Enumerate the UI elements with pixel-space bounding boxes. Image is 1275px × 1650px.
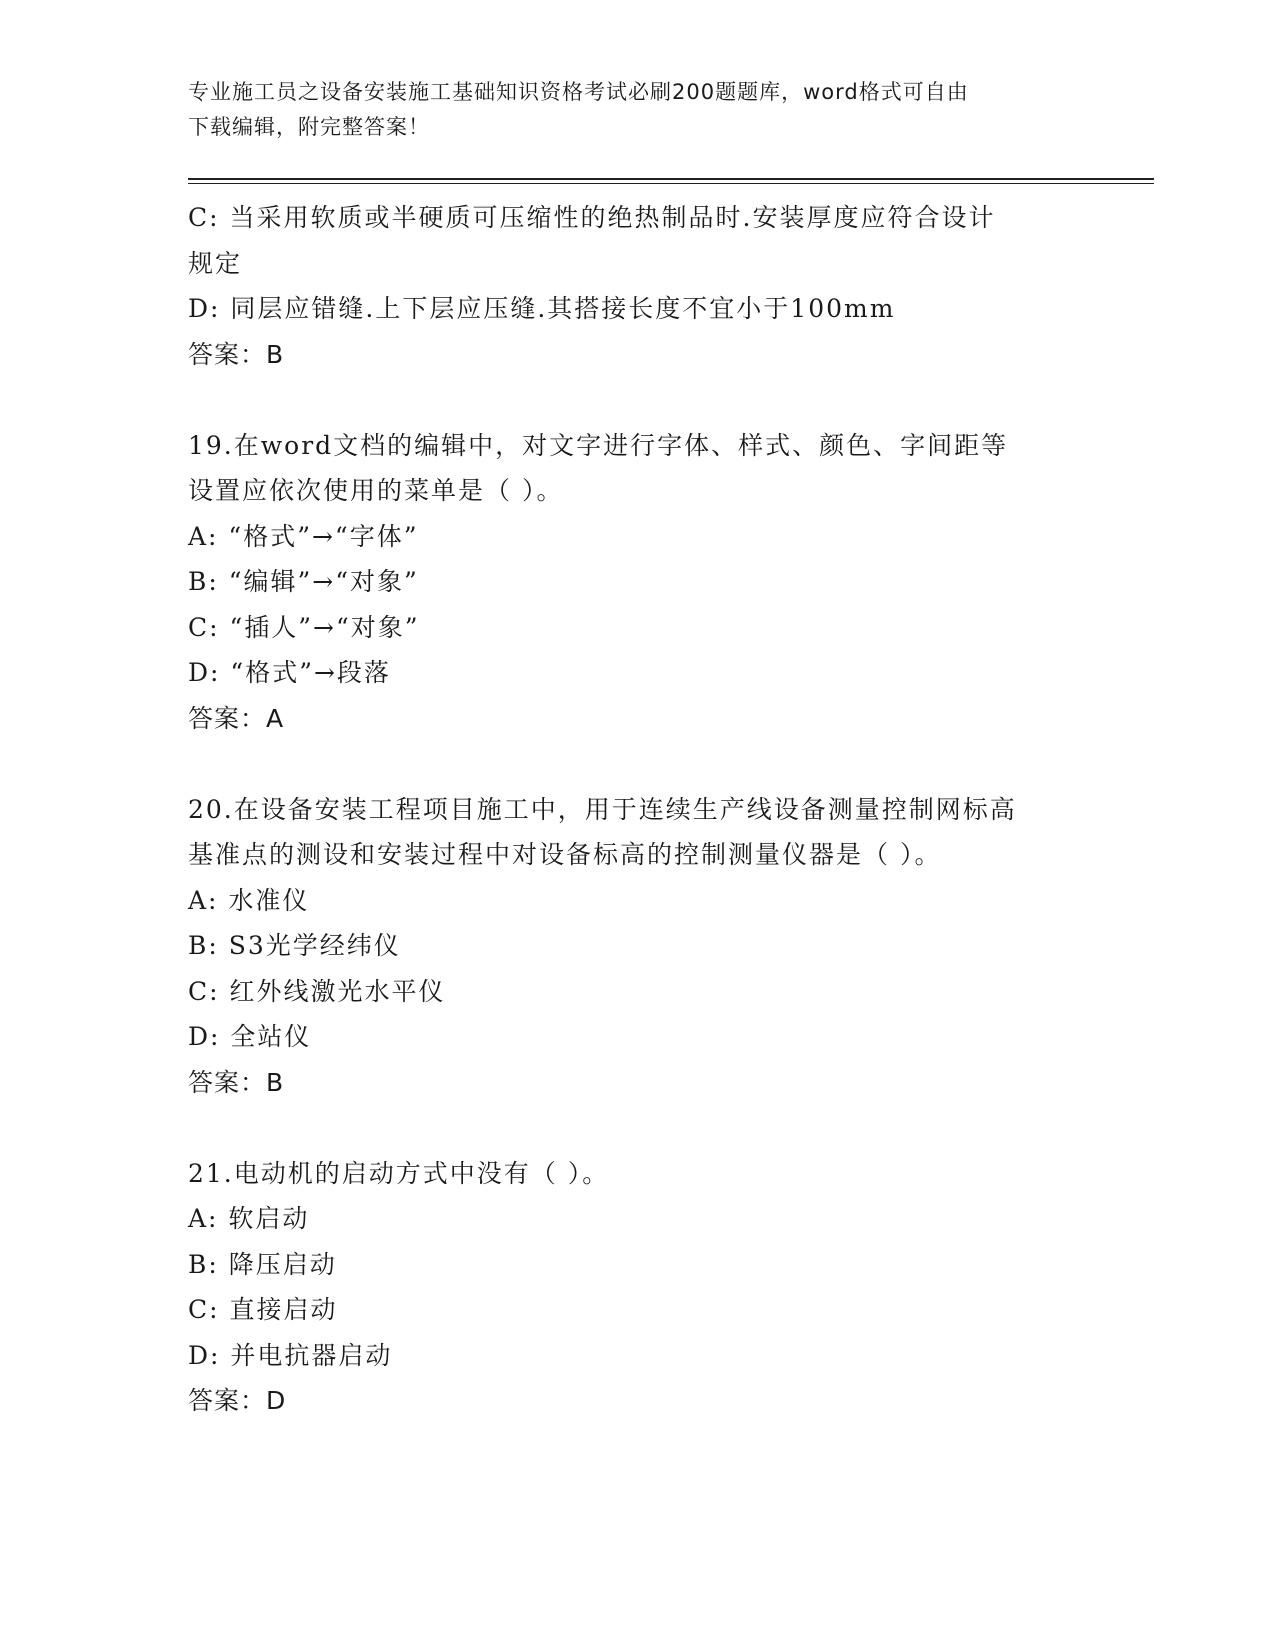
answer-line: 答案：B [188,1067,285,1097]
option-d: D: 并电抗器启动 [188,1340,393,1370]
answer-line: 答案：D [188,1386,287,1415]
question-stem: 19.在word文档的编辑中，对文字进行字体、样式、颜色、字间距等 [188,430,1009,460]
header-line-1: 专业施工员之设备安装施工基础知识资格考试必刷200题题库，word格式可自由 [188,80,969,104]
option-b: B: 降压启动 [188,1249,337,1279]
question-stem-continued: 设置应依次使用的菜单是（ ）。 [188,476,564,505]
question-19 [188,423,1088,742]
option-d: D: “格式”→段落 [188,658,391,687]
question-stem: 21.电动机的启动方式中没有（ ）。 [188,1158,610,1188]
option-d: D: 同层应错缝.上下层应压缝.其搭接长度不宜小于100mm [188,294,896,323]
option-a: A: 水准仪 [188,885,310,915]
header-rule-thin [188,183,1154,184]
option-c-continued: 规定 [188,248,243,278]
option-d: D: 全站仪 [188,1022,312,1051]
option-c: C: 当采用软质或半硬质可压缩性的绝热制品时.安装厚度应符合设计 [188,203,996,232]
question-stem-continued: 基准点的测设和安装过程中对设备标高的控制测量仪器是（ ）。 [188,840,942,869]
option-c: C: 直接启动 [188,1295,338,1324]
prev-question-tail [188,195,1088,377]
spacer [188,377,1088,423]
question-stem: 20.在设备安装工程项目施工中，用于连续生产线设备测量控制网标高 [188,794,1017,824]
header-line-2: 下载编辑，附完整答案！ [188,115,430,139]
document-header [188,75,1068,145]
question-21 [188,1151,1088,1424]
answer-line: 答案：A [188,703,285,733]
header-rule-thick [188,178,1154,180]
spacer [188,741,1088,787]
question-20 [188,787,1088,1106]
spacer [188,1105,1088,1151]
option-b: B: “编辑”→“对象” [188,567,419,596]
option-a: A: 软启动 [188,1204,310,1233]
option-c: C: 红外线激光水平仪 [188,976,446,1006]
option-b: B: S3光学经纬仪 [188,931,401,960]
answer-line: 答案：B [188,339,285,369]
option-a: A: “格式”→“字体” [188,521,419,551]
question-content [188,195,1088,1424]
option-c: C: “插人”→“对象” [188,612,420,642]
